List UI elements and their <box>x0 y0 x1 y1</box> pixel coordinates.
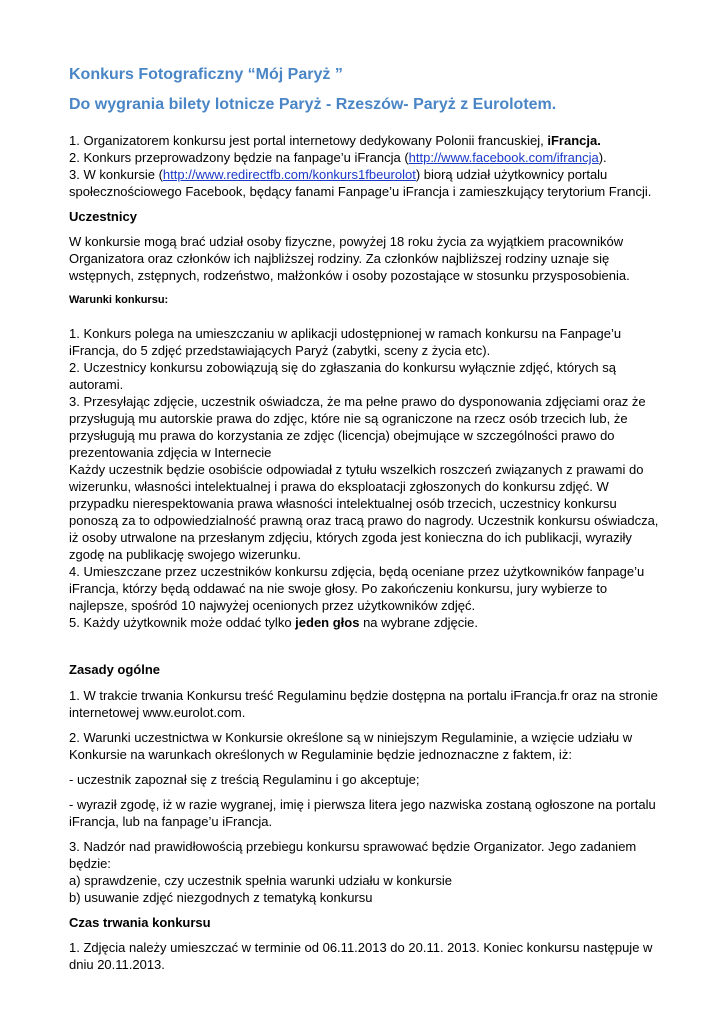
intro-paragraph-2 <box>69 149 669 166</box>
warunki-p5-before: 5. Każdy użytkownik może oddać tylko <box>69 615 296 630</box>
intro-p1-text: 1. Organizatorem konkursu jest portal internetowy dedykowany Polonii francuskiej, <box>69 133 548 148</box>
zasady-heading: Zasady ogólne <box>69 662 161 677</box>
czas-heading: Czas trwania konkursu <box>69 915 211 930</box>
warunki-paragraph-3: 3. Przesyłając zdjęcie, uczestnik oświadcza, że ma pełne prawo do dysponowania zdjęciami oraz że przysługują mu autorskie prawa do zdjęc, które nie są ograniczone na rzecz osób trzecich lub, że przysługują mu prawa do korzystania ze zdjęc (licencja) obejmujące w szczególności prawo do prezentowania zdjęcia w Internecie <box>69 394 646 460</box>
zasady-paragraph-3: 3. Nadzór nad prawidłowością przebiegu konkursu sprawować będzie Organizator. Jego zadaniem będzie: <box>69 839 637 871</box>
intro-p3-after: ) biorą udział użytkownicy portalu społecznościowego Facebook, będący fanami Fanpage’u iFrancja i zamieszkujący terytorium Francji. <box>69 167 652 199</box>
warunki-heading: Warunki konkursu: <box>69 294 169 306</box>
warunki-paragraph-2: 2. Uczestnicy konkursu zobowiązują się do zgłaszania do konkursu wyłącznie zdjęć, których są autorami. <box>69 360 616 392</box>
intro-paragraph-1 <box>69 132 669 149</box>
warunki-paragraph-5 <box>69 614 669 631</box>
uczestnicy-text: W konkursie mogą brać udział osoby fizyczne, powyżej 18 roku życia za wyjątkiem pracowników Organizatora oraz członków ich najbliższej rodziny. Za członków najbliższej rodziny uznaje się wstępnych, zstępnych, rodzeństwo, małżonków i osoby pozostające w stosunku przysposobienia. <box>69 234 630 283</box>
document-title: Konkurs Fotograficzny “Mój Paryż ” <box>69 66 343 83</box>
czas-paragraph-1: 1. Zdjęcia należy umieszczać w terminie od 06.11.2013 do 20.11. 2013. Koniec konkursu następuje w dniu 20.11.2013. <box>69 940 653 972</box>
warunki-paragraph-1: 1. Konkurs polega na umieszczaniu w aplikacji udostępnionej w ramach konkursu na Fanpage’u iFrancja, do 5 zdjęć przedstawiających Paryż (zabytki, sceny z życia etc). <box>69 326 622 358</box>
zasady-paragraph-2a: - uczestnik zapoznał się z treścią Regulaminu i go akceptuje; <box>69 772 420 787</box>
zasady-paragraph-2: 2. Warunki uczestnictwa w Konkursie określone są w niniejszym Regulaminie, a wzięcie udziału w Konkursie na warunkach określonych w Regulaminie będzie jednoznaczne z faktem, iż: <box>69 730 633 762</box>
warunki-p5-bold: jeden głos <box>295 615 360 630</box>
redirect-link[interactable]: http://www.redirectfb.com/konkurs1fbeurolot <box>162 167 416 182</box>
zasady-paragraph-2b: - wyraził zgodę, iż w razie wygranej, imię i pierwsza litera jego nazwiska zostaną ogłoszone na portalu iFrancja, lub na fanpage’u iFrancja. <box>69 797 656 829</box>
facebook-link[interactable]: http://www.facebook.com/ifrancja <box>408 150 599 165</box>
zasady-paragraph-3a: a) sprawdzenie, czy uczestnik spełnia warunki udziału w konkursie <box>69 873 452 888</box>
intro-p3-before: 3. W konkursie ( <box>69 167 163 182</box>
zasady-paragraph-1: 1. W trakcie trwania Konkursu treść Regulaminu będzie dostępna na portalu iFrancja.fr oraz na stronie internetowej www.eurolot.com. <box>69 688 658 720</box>
intro-p1-bold: iFrancja. <box>547 133 601 148</box>
zasady-paragraph-3b: b) usuwanie zdjęć niezgodnych z tematyką konkursu <box>69 890 373 905</box>
document-subtitle: Do wygrania bilety lotnicze Paryż - Rzeszów- Paryż z Eurolotem. <box>69 96 557 113</box>
intro-paragraph-3 <box>69 166 669 200</box>
warunki-paragraph-3b: Każdy uczestnik będzie osobiście odpowiadał z tytułu wszelkich roszczeń związanych z prawami do wizerunku, własności intelektualnej i prawa do eksploatacji zgłoszonych do konkursu zdjęć. W przypadku nierespektowania prawa własności intelektualnej osób trzecich, uczestnicy konkursu ponoszą za to odpowiedzialność prawną oraz tracą prawo do nagrody. Uczestnik konkursu oświadcza, iż osoby utrwalone na przesłanym zdjęciu, których zgoda jest konieczna do ich publikacji, wyraziły zgodę na publikację swojego wizerunku. <box>69 462 659 562</box>
warunki-p5-after: na wybrane zdjęcie. <box>359 615 478 630</box>
warunki-paragraph-4: 4. Umieszczane przez uczestników konkursu zdjęcia, będą oceniane przez użytkowników fanpage’u iFrancja, którzy będą oddawać na nie swoje głosy. Po zakończeniu konkursu, jury wybierze to najlepsze, spośród 10 najwyżej ocenionych przez użytkowników zdjęć. <box>69 564 645 613</box>
intro-p2-before: 2. Konkurs przeprowadzony będzie na fanpage’u iFrancja ( <box>69 150 409 165</box>
uczestnicy-heading: Uczestnicy <box>69 209 137 224</box>
document-content <box>69 64 669 973</box>
intro-p2-after: ). <box>598 150 607 165</box>
